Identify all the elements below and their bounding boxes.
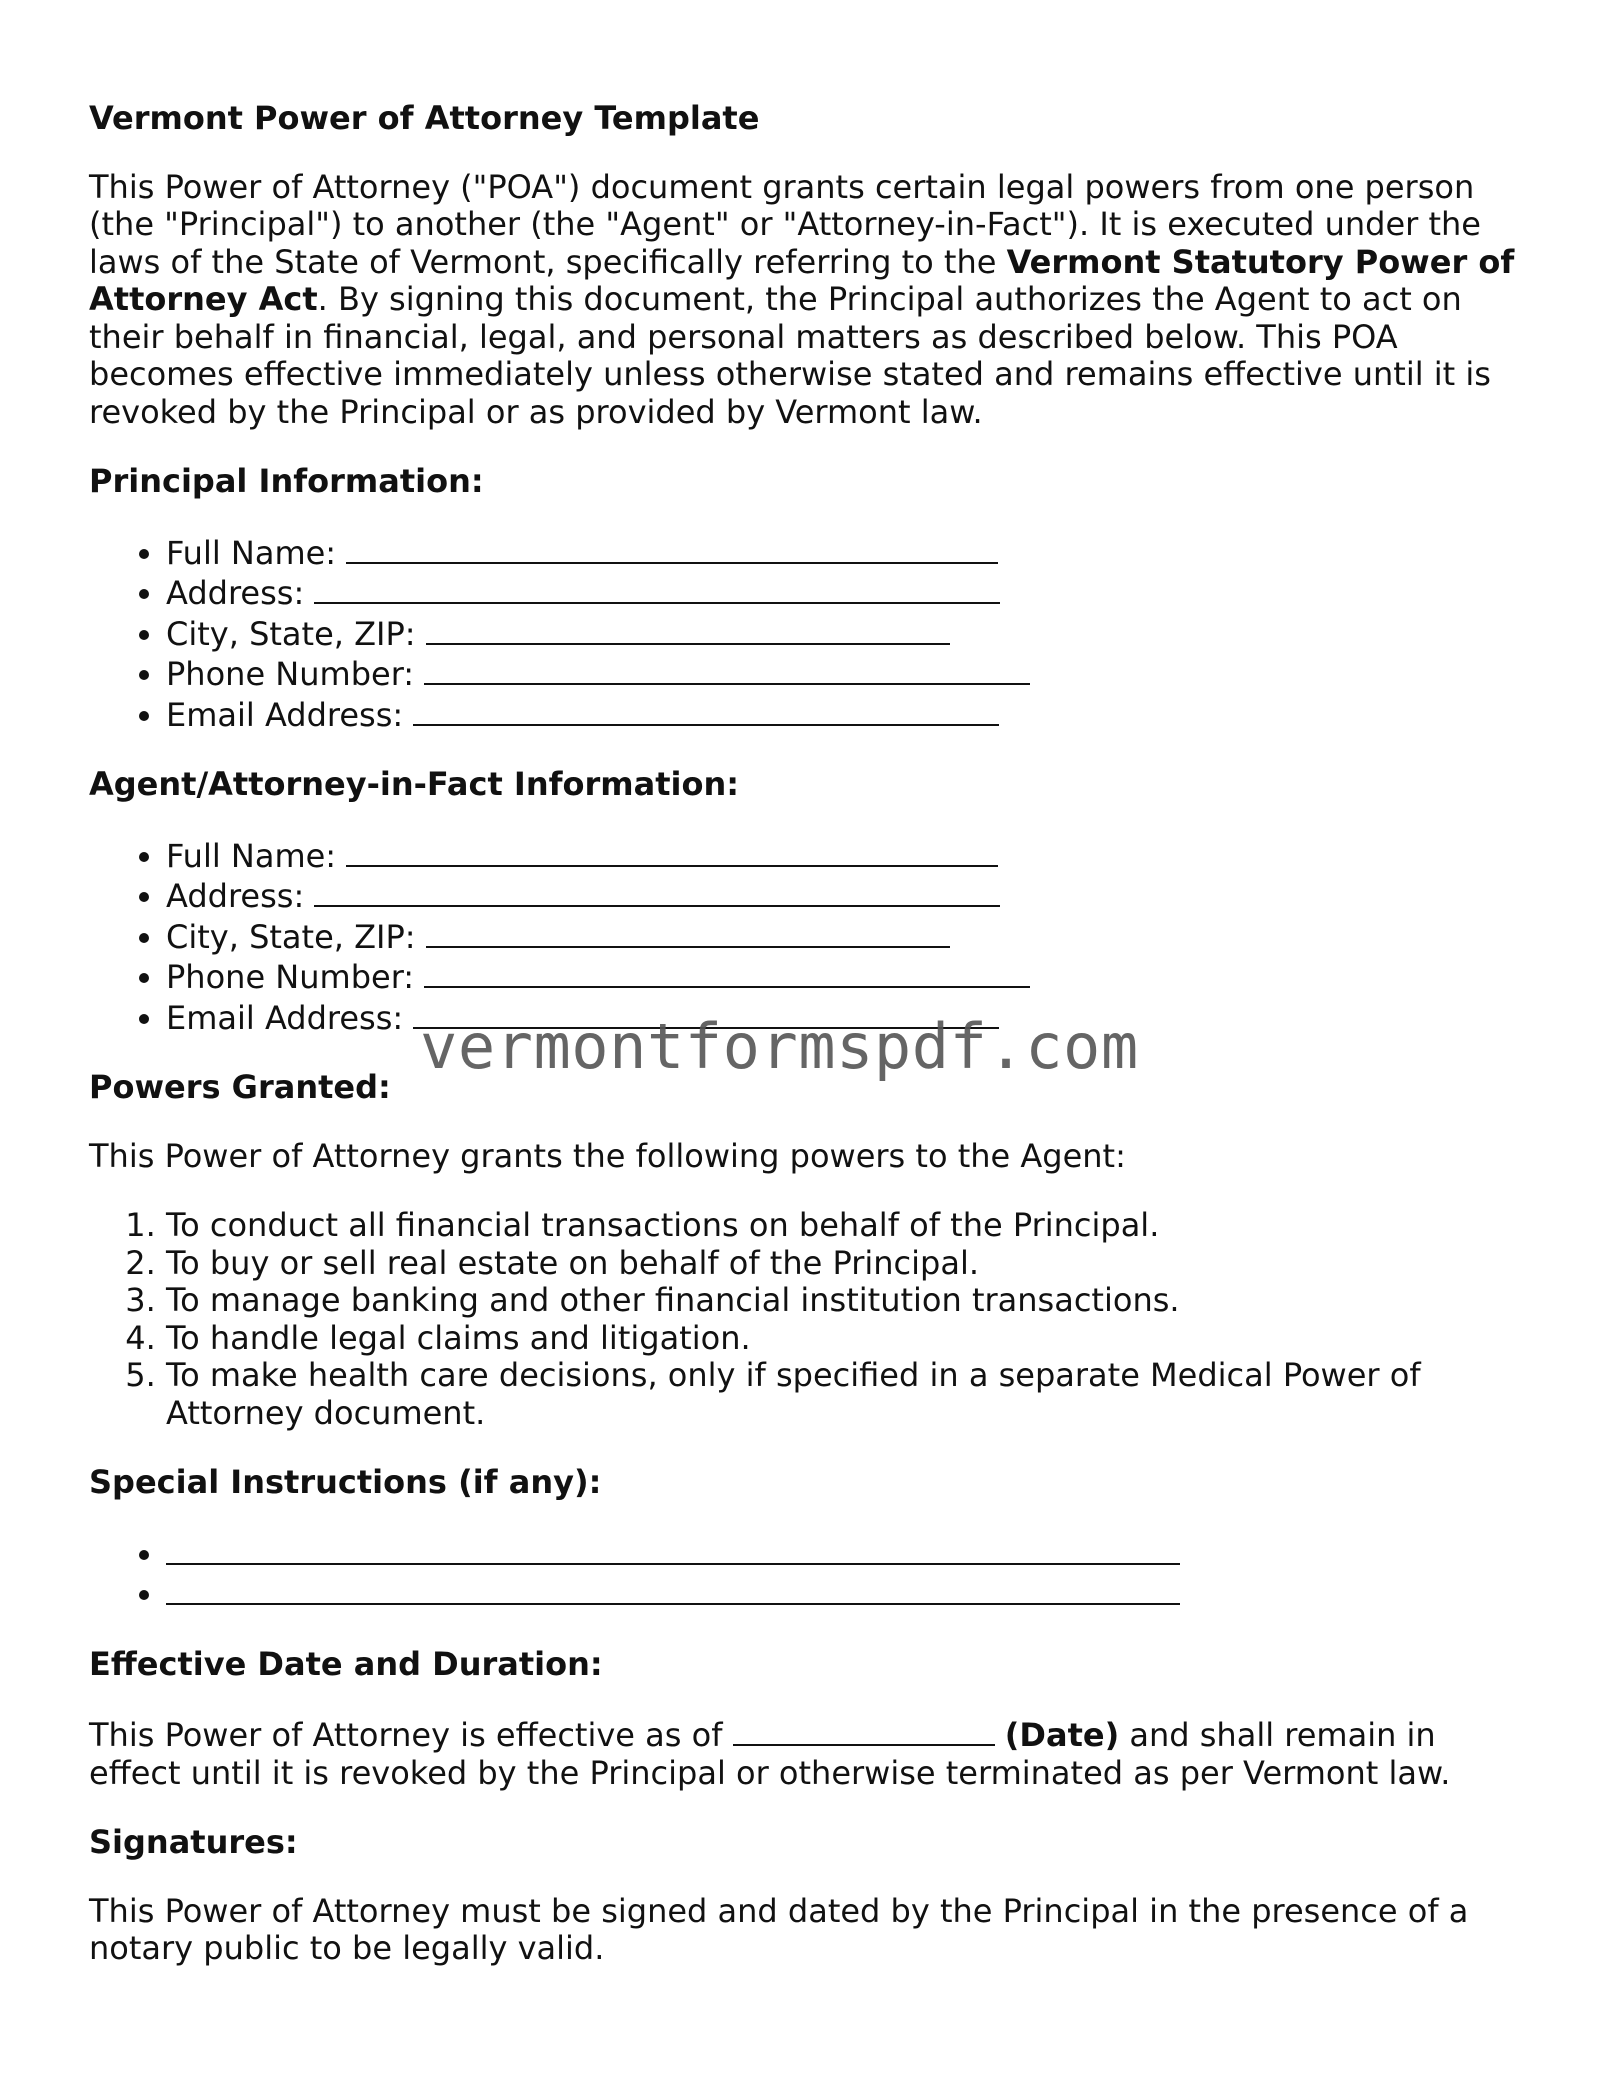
- power-item: 1. To conduct all financial transactions on behalf of the Principal.: [166, 1207, 1529, 1245]
- field-label: Address:: [166, 877, 315, 915]
- principal-email: [166, 694, 1529, 735]
- special-blank-1[interactable]: [166, 1533, 1180, 1565]
- special-list: [89, 1533, 1529, 1614]
- effective-date-blank[interactable]: [733, 1714, 995, 1746]
- powers-heading: Powers Granted:: [89, 1068, 391, 1106]
- principal-full-name: [166, 532, 1529, 573]
- field-label: Email Address:: [166, 998, 414, 1037]
- field-label: Address:: [166, 574, 315, 612]
- effective-text-1: This Power of Attorney is effective as of: [89, 1716, 733, 1754]
- power-item: 2. To buy or sell real estate on behalf of the Principal.: [166, 1245, 1529, 1283]
- principal-phone: [166, 653, 1529, 694]
- field-label: City, State, ZIP:: [166, 614, 426, 653]
- intro-text-1: This Power of Attorney ("POA") document grants certain legal powers from one person (the "Principal") to another (the "Agent" or "Attorney-in-Fact"). It is executed under the laws of the State of Vermont, specifically referring to the: [89, 167, 1481, 281]
- principal-full-name-blank[interactable]: [346, 532, 998, 564]
- principal-city-state-zip: [166, 613, 1529, 654]
- agent-city-state-zip: [166, 916, 1529, 957]
- powers-intro: This Power of Attorney grants the following powers to the Agent:: [89, 1136, 1126, 1175]
- special-item: [166, 1573, 1529, 1614]
- signatures-heading: Signatures:: [89, 1823, 298, 1861]
- field-label: Full Name:: [166, 533, 347, 572]
- intro-act-name: Vermont Statutory Power of Attorney Act: [89, 242, 1515, 318]
- special-blank-2[interactable]: [166, 1573, 1180, 1605]
- agent-address: [166, 875, 1529, 916]
- principal-phone-blank[interactable]: [424, 653, 1030, 685]
- principal-heading: Principal Information:: [89, 462, 484, 500]
- agent-phone-blank[interactable]: [424, 956, 1030, 988]
- effective-heading: Effective Date and Duration:: [89, 1644, 603, 1683]
- agent-fields: [89, 835, 1529, 1038]
- principal-city-blank[interactable]: [426, 613, 950, 645]
- date-label: (Date): [1004, 1716, 1120, 1754]
- principal-email-blank[interactable]: [413, 694, 999, 726]
- agent-full-name-blank[interactable]: [346, 835, 998, 867]
- field-label: City, State, ZIP:: [166, 917, 426, 956]
- agent-phone: [166, 956, 1529, 997]
- agent-address-blank[interactable]: [314, 875, 1000, 907]
- special-heading: Special Instructions (if any):: [89, 1463, 602, 1501]
- watermark: vermontformspdf.com: [420, 1010, 1139, 1083]
- agent-full-name: [166, 835, 1529, 876]
- principal-fields: [89, 532, 1529, 735]
- field-label: Phone Number:: [166, 958, 425, 996]
- agent-heading: Agent/Attorney-in-Fact Information:: [89, 765, 740, 803]
- document-title: Vermont Power of Attorney Template: [89, 99, 760, 137]
- agent-city-blank[interactable]: [426, 916, 950, 948]
- principal-address: [166, 572, 1529, 613]
- field-label: Full Name:: [166, 836, 347, 875]
- effective-paragraph: [89, 1714, 1529, 1792]
- signatures-paragraph: This Power of Attorney must be signed and dated by the Principal in the presence of a notary public to be legally valid.: [89, 1891, 1469, 1967]
- field-label: Phone Number:: [166, 655, 425, 693]
- power-item: 3. To manage banking and other financial institution transactions.: [166, 1282, 1529, 1320]
- powers-list: [89, 1207, 1529, 1432]
- principal-address-blank[interactable]: [314, 572, 1000, 604]
- power-item: 4. To handle legal claims and litigation.: [166, 1320, 1529, 1358]
- intro-paragraph: [89, 169, 1529, 432]
- special-item: [166, 1533, 1529, 1574]
- power-item: 5. To make health care decisions, only if specified in a separate Medical Power of Attorney document.: [166, 1357, 1529, 1432]
- field-label: Email Address:: [166, 695, 414, 734]
- effective-text-2: and shall remain in effect until it is revoked by the Principal or otherwise terminated as per Vermont law.: [89, 1716, 1451, 1792]
- intro-text-2: . By signing this document, the Principal authorizes the Agent to act on their behalf in financial, legal, and personal matters as described below. This POA becomes effective immediately unless otherwise stated and remains effective until it is revoked by the Principal or as provided by Vermont law.: [89, 280, 1491, 431]
